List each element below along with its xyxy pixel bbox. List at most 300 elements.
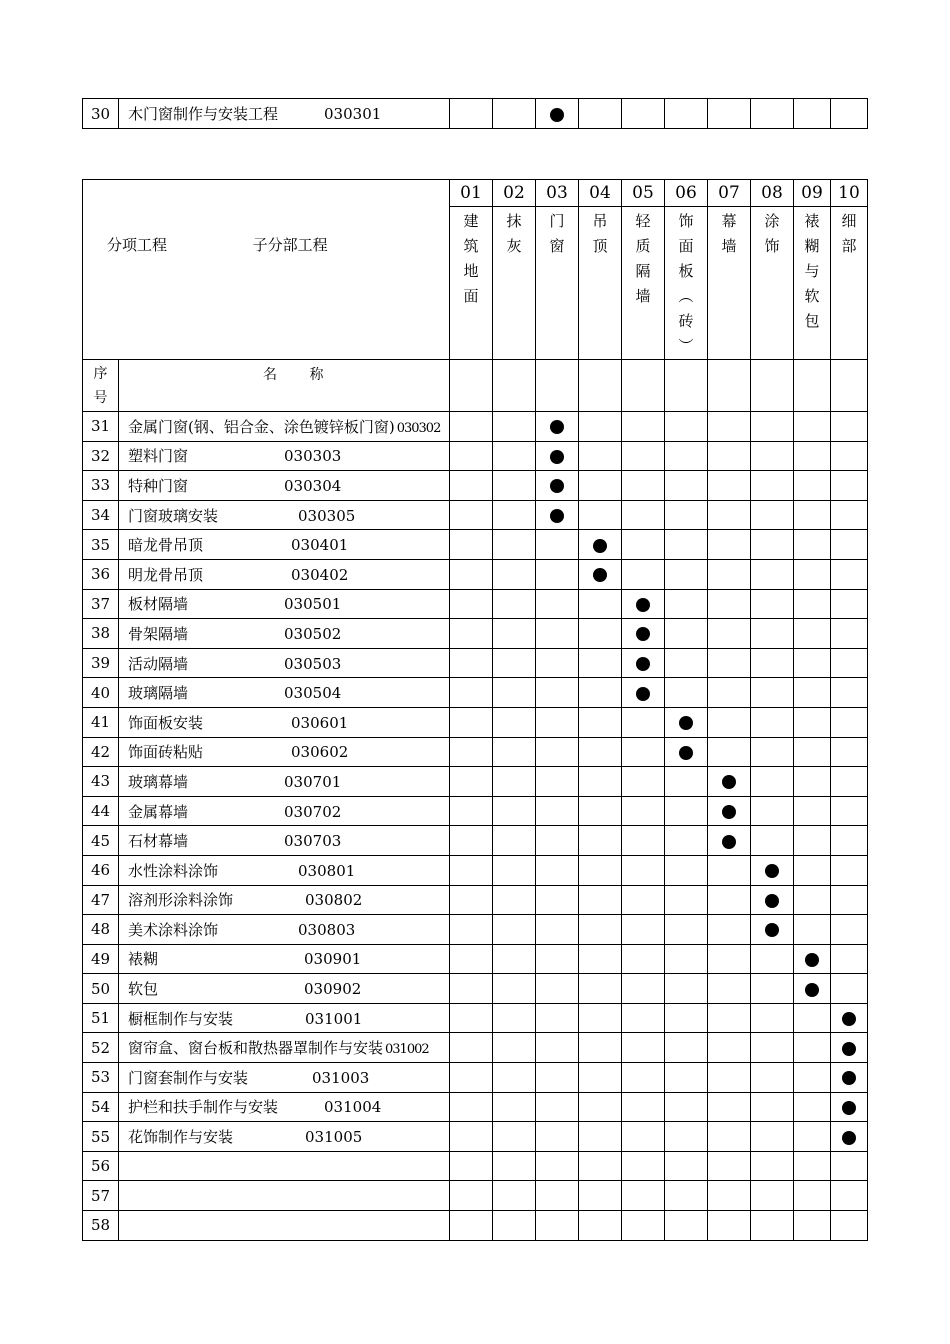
table-row [83,1122,868,1152]
category-cell-07 [708,678,751,708]
row-name-text: 活动隔墙 [128,654,189,673]
category-cell-05 [622,1003,665,1033]
top-row-table [82,98,868,129]
header-label-subsection: 子分部工程 [252,236,328,254]
header-seq-row [83,360,868,412]
category-cell-06 [665,974,708,1004]
filled-dot-icon [636,627,650,641]
category-cell-05 [622,855,665,885]
empty-cell [794,360,831,412]
row-name-text: 橱框制作与安装 [128,1009,234,1028]
row-seq: 49 [83,944,119,974]
category-cell-10 [831,530,868,560]
column-label-01: 建 筑 地 面 [450,207,493,360]
category-cell-08 [751,826,794,856]
row-seq: 30 [83,99,119,129]
category-cell-07 [708,412,751,442]
category-cell-08 [751,559,794,589]
category-cell-05 [622,1211,665,1241]
category-cell-10 [831,1033,868,1063]
category-cell-08 [751,1003,794,1033]
category-cell-08 [751,796,794,826]
category-cell-04 [579,796,622,826]
category-cell-04 [579,530,622,560]
category-cell-08 [751,707,794,737]
category-cell-04 [579,1122,622,1152]
category-cell-01 [450,648,493,678]
row-name [119,471,450,501]
category-cell-10 [831,619,868,649]
category-cell-02 [493,885,536,915]
category-cell-10 [831,471,868,501]
row-seq: 47 [83,885,119,915]
table-row [83,796,868,826]
category-cell-06 [665,1033,708,1063]
category-cell-06 [665,619,708,649]
category-cell-04 [579,678,622,708]
filled-dot-icon [805,953,819,967]
category-cell-06 [665,855,708,885]
row-seq: 57 [83,1181,119,1211]
row-name [119,99,450,129]
category-cell-06 [665,99,708,129]
row-name [119,767,450,797]
category-cell-02 [493,559,536,589]
empty-cell [536,360,579,412]
category-cell-10 [831,885,868,915]
row-seq: 36 [83,559,119,589]
category-cell-01 [450,412,493,442]
row-code: 030601 [291,713,349,732]
category-cell-06 [665,826,708,856]
category-cell-03 [536,1092,579,1122]
filled-dot-icon [765,894,779,908]
category-cell-09 [794,855,831,885]
category-cell-05 [622,1063,665,1093]
category-cell-08 [751,855,794,885]
row-code: 030702 [284,802,342,821]
filled-dot-icon [636,657,650,671]
category-cell-05 [622,530,665,560]
category-cell-03 [536,737,579,767]
category-cell-02 [493,796,536,826]
category-cell-04 [579,589,622,619]
row-code: 030902 [304,980,362,999]
category-cell-07 [708,1063,751,1093]
empty-cell [751,360,794,412]
name-column-header: 名 称 [119,360,450,412]
row-code: 030701 [284,772,342,791]
row-code: 031002 [385,1042,429,1058]
category-cell-06 [665,1003,708,1033]
category-cell-10 [831,944,868,974]
table-row [83,1063,868,1093]
category-cell-09 [794,737,831,767]
category-cell-06 [665,1181,708,1211]
row-name-text: 美术涂料涂饰 [128,920,219,939]
filled-dot-icon [679,716,693,730]
category-cell-07 [708,99,751,129]
category-cell-02 [493,915,536,945]
category-cell-02 [493,1122,536,1152]
row-code: 030302 [396,420,441,436]
category-cell-01 [450,441,493,471]
category-cell-01 [450,678,493,708]
row-seq: 41 [83,707,119,737]
row-name [119,855,450,885]
category-cell-02 [493,944,536,974]
category-cell-02 [493,737,536,767]
filled-dot-icon [679,746,693,760]
category-cell-04 [579,707,622,737]
category-cell-04 [579,619,622,649]
category-cell-05 [622,944,665,974]
category-cell-01 [450,1151,493,1181]
category-cell-02 [493,441,536,471]
category-cell-08 [751,915,794,945]
category-cell-02 [493,412,536,442]
column-label-08: 涂 饰 [751,207,794,360]
category-cell-10 [831,974,868,1004]
category-cell-05 [622,1181,665,1211]
category-cell-03 [536,885,579,915]
row-name-text: 窗帘盒、窗台板和散热器罩制作与安装 [128,1039,384,1058]
category-cell-08 [751,1092,794,1122]
header-label-subitem: 分项工程 [107,236,168,254]
category-cell-06 [665,915,708,945]
seq-header-char: 序 [93,366,108,382]
row-name [119,974,450,1004]
row-seq: 52 [83,1033,119,1063]
category-cell-05 [622,1033,665,1063]
category-cell-09 [794,589,831,619]
category-cell-05 [622,707,665,737]
column-number-08: 08 [751,180,794,207]
category-cell-05 [622,559,665,589]
category-cell-02 [493,826,536,856]
empty-cell [493,360,536,412]
category-cell-04 [579,1063,622,1093]
row-name [119,1211,450,1241]
category-cell-07 [708,1003,751,1033]
category-cell-03 [536,500,579,530]
row-name [119,885,450,915]
category-cell-06 [665,412,708,442]
category-cell-04 [579,826,622,856]
category-cell-10 [831,707,868,737]
row-seq: 44 [83,796,119,826]
category-cell-01 [450,915,493,945]
category-cell-03 [536,1003,579,1033]
row-code: 030803 [298,920,356,939]
category-cell-05 [622,619,665,649]
category-cell-07 [708,1151,751,1181]
table-row [83,1211,868,1241]
row-name-text: 骨架隔墙 [128,624,189,643]
category-cell-03 [536,1122,579,1152]
filled-dot-icon [636,687,650,701]
category-cell-08 [751,648,794,678]
row-code: 030901 [304,950,362,969]
empty-cell [579,360,622,412]
category-cell-06 [665,589,708,619]
column-number-05: 05 [622,180,665,207]
row-code: 030504 [284,684,342,703]
empty-cell [665,360,708,412]
category-cell-03 [536,826,579,856]
row-name-text: 护栏和扶手制作与安装 [128,1098,279,1117]
category-cell-09 [794,796,831,826]
column-number-07: 07 [708,180,751,207]
row-code: 030602 [291,743,349,762]
category-cell-03 [536,855,579,885]
category-cell-01 [450,826,493,856]
category-cell-10 [831,826,868,856]
row-seq: 40 [83,678,119,708]
column-label-04: 吊 顶 [579,207,622,360]
row-name [119,619,450,649]
category-cell-02 [493,1181,536,1211]
table-row [83,441,868,471]
filled-dot-icon [550,108,564,122]
category-cell-07 [708,1211,751,1241]
category-cell-07 [708,944,751,974]
category-cell-08 [751,974,794,1004]
category-cell-03 [536,944,579,974]
filled-dot-icon [765,864,779,878]
row-seq: 37 [83,589,119,619]
column-label-06: 饰 面 板 ︵ 砖 ︶ [665,207,708,360]
category-cell-09 [794,1033,831,1063]
row-name-text: 溶剂形涂料涂饰 [128,891,234,910]
header-number-row [83,180,868,207]
category-cell-06 [665,530,708,560]
category-cell-06 [665,1122,708,1152]
row-seq: 46 [83,855,119,885]
category-cell-04 [579,885,622,915]
category-cell-02 [493,530,536,560]
category-cell-01 [450,796,493,826]
category-cell-04 [579,1211,622,1241]
category-cell-01 [450,1003,493,1033]
category-cell-05 [622,99,665,129]
category-cell-10 [831,1092,868,1122]
category-cell-01 [450,471,493,501]
category-cell-05 [622,974,665,1004]
row-seq: 54 [83,1092,119,1122]
category-cell-09 [794,707,831,737]
column-number-03: 03 [536,180,579,207]
category-cell-09 [794,471,831,501]
category-cell-04 [579,559,622,589]
category-cell-03 [536,99,579,129]
category-cell-03 [536,974,579,1004]
table-row [83,1092,868,1122]
row-name-text: 木门窗制作与安装工程 [128,105,279,123]
table-row [83,767,868,797]
row-seq: 33 [83,471,119,501]
category-cell-04 [579,1151,622,1181]
row-name [119,559,450,589]
category-cell-01 [450,619,493,649]
category-cell-07 [708,441,751,471]
category-cell-06 [665,1151,708,1181]
category-cell-05 [622,826,665,856]
table-row [83,412,868,442]
category-cell-08 [751,99,794,129]
category-cell-01 [450,707,493,737]
category-cell-09 [794,1211,831,1241]
table-row [83,1003,868,1033]
category-cell-03 [536,1211,579,1241]
row-name [119,1003,450,1033]
filled-dot-icon [842,1131,856,1145]
category-cell-10 [831,441,868,471]
table-row [83,471,868,501]
column-number-02: 02 [493,180,536,207]
category-cell-04 [579,471,622,501]
category-cell-01 [450,500,493,530]
category-cell-04 [579,1092,622,1122]
filled-dot-icon [842,1101,856,1115]
category-cell-02 [493,99,536,129]
filled-dot-icon [842,1042,856,1056]
category-cell-10 [831,99,868,129]
row-seq: 56 [83,1151,119,1181]
category-cell-10 [831,855,868,885]
category-cell-06 [665,1092,708,1122]
category-cell-06 [665,1211,708,1241]
category-cell-02 [493,1063,536,1093]
category-cell-07 [708,648,751,678]
category-cell-01 [450,944,493,974]
category-cell-04 [579,500,622,530]
category-cell-01 [450,737,493,767]
category-cell-01 [450,530,493,560]
rows-body [83,412,868,1241]
category-cell-03 [536,530,579,560]
category-cell-06 [665,559,708,589]
row-seq: 50 [83,974,119,1004]
filled-dot-icon [722,775,736,789]
category-cell-09 [794,974,831,1004]
column-number-09: 09 [794,180,831,207]
filled-dot-icon [722,805,736,819]
row-name [119,1033,450,1063]
category-cell-07 [708,1033,751,1063]
row-name [119,707,450,737]
row-code: 031003 [312,1068,370,1087]
category-cell-07 [708,530,751,560]
category-cell-02 [493,974,536,1004]
category-cell-04 [579,915,622,945]
column-number-10: 10 [831,180,868,207]
row-name-text: 金属幕墙 [128,802,189,821]
filled-dot-icon [842,1071,856,1085]
category-cell-03 [536,648,579,678]
category-cell-10 [831,1151,868,1181]
table-row [83,559,868,589]
category-cell-01 [450,1033,493,1063]
category-cell-10 [831,796,868,826]
category-cell-07 [708,885,751,915]
row-name [119,1092,450,1122]
category-cell-05 [622,1092,665,1122]
category-cell-02 [493,1151,536,1181]
category-cell-05 [622,767,665,797]
category-cell-04 [579,648,622,678]
category-cell-07 [708,471,751,501]
category-cell-02 [493,471,536,501]
category-cell-03 [536,767,579,797]
table-row [83,1033,868,1063]
table-row [83,99,868,129]
category-cell-09 [794,1092,831,1122]
category-cell-03 [536,471,579,501]
category-cell-10 [831,559,868,589]
row-code: 030703 [284,832,342,851]
category-cell-10 [831,1211,868,1241]
category-cell-03 [536,589,579,619]
category-cell-10 [831,412,868,442]
category-cell-07 [708,767,751,797]
category-cell-06 [665,648,708,678]
category-cell-04 [579,767,622,797]
row-name-text: 暗龙骨吊顶 [128,536,204,555]
category-cell-03 [536,1033,579,1063]
category-cell-09 [794,619,831,649]
category-cell-04 [579,944,622,974]
category-cell-03 [536,796,579,826]
category-cell-02 [493,1033,536,1063]
empty-cell [622,360,665,412]
category-cell-07 [708,559,751,589]
row-name [119,648,450,678]
category-cell-03 [536,1181,579,1211]
filled-dot-icon [550,509,564,523]
category-cell-09 [794,1181,831,1211]
column-number-04: 04 [579,180,622,207]
category-cell-07 [708,619,751,649]
category-cell-02 [493,1003,536,1033]
category-cell-02 [493,619,536,649]
category-cell-09 [794,1063,831,1093]
subdivision-table [82,179,868,1241]
category-cell-09 [794,500,831,530]
category-cell-09 [794,412,831,442]
category-cell-08 [751,1033,794,1063]
category-cell-10 [831,1063,868,1093]
row-name-text: 水性涂料涂饰 [128,861,219,880]
column-label-05: 轻 质 隔 墙 [622,207,665,360]
category-cell-01 [450,99,493,129]
row-name-text: 门窗套制作与安装 [128,1068,249,1087]
filled-dot-icon [636,598,650,612]
row-code: 031004 [324,1098,382,1117]
row-name-text: 明龙骨吊顶 [128,565,204,584]
category-cell-09 [794,767,831,797]
row-seq: 45 [83,826,119,856]
category-cell-07 [708,589,751,619]
category-cell-04 [579,1033,622,1063]
filled-dot-icon [550,450,564,464]
category-cell-06 [665,707,708,737]
category-cell-07 [708,737,751,767]
category-cell-01 [450,559,493,589]
table-row [83,648,868,678]
row-name [119,500,450,530]
category-cell-07 [708,1122,751,1152]
